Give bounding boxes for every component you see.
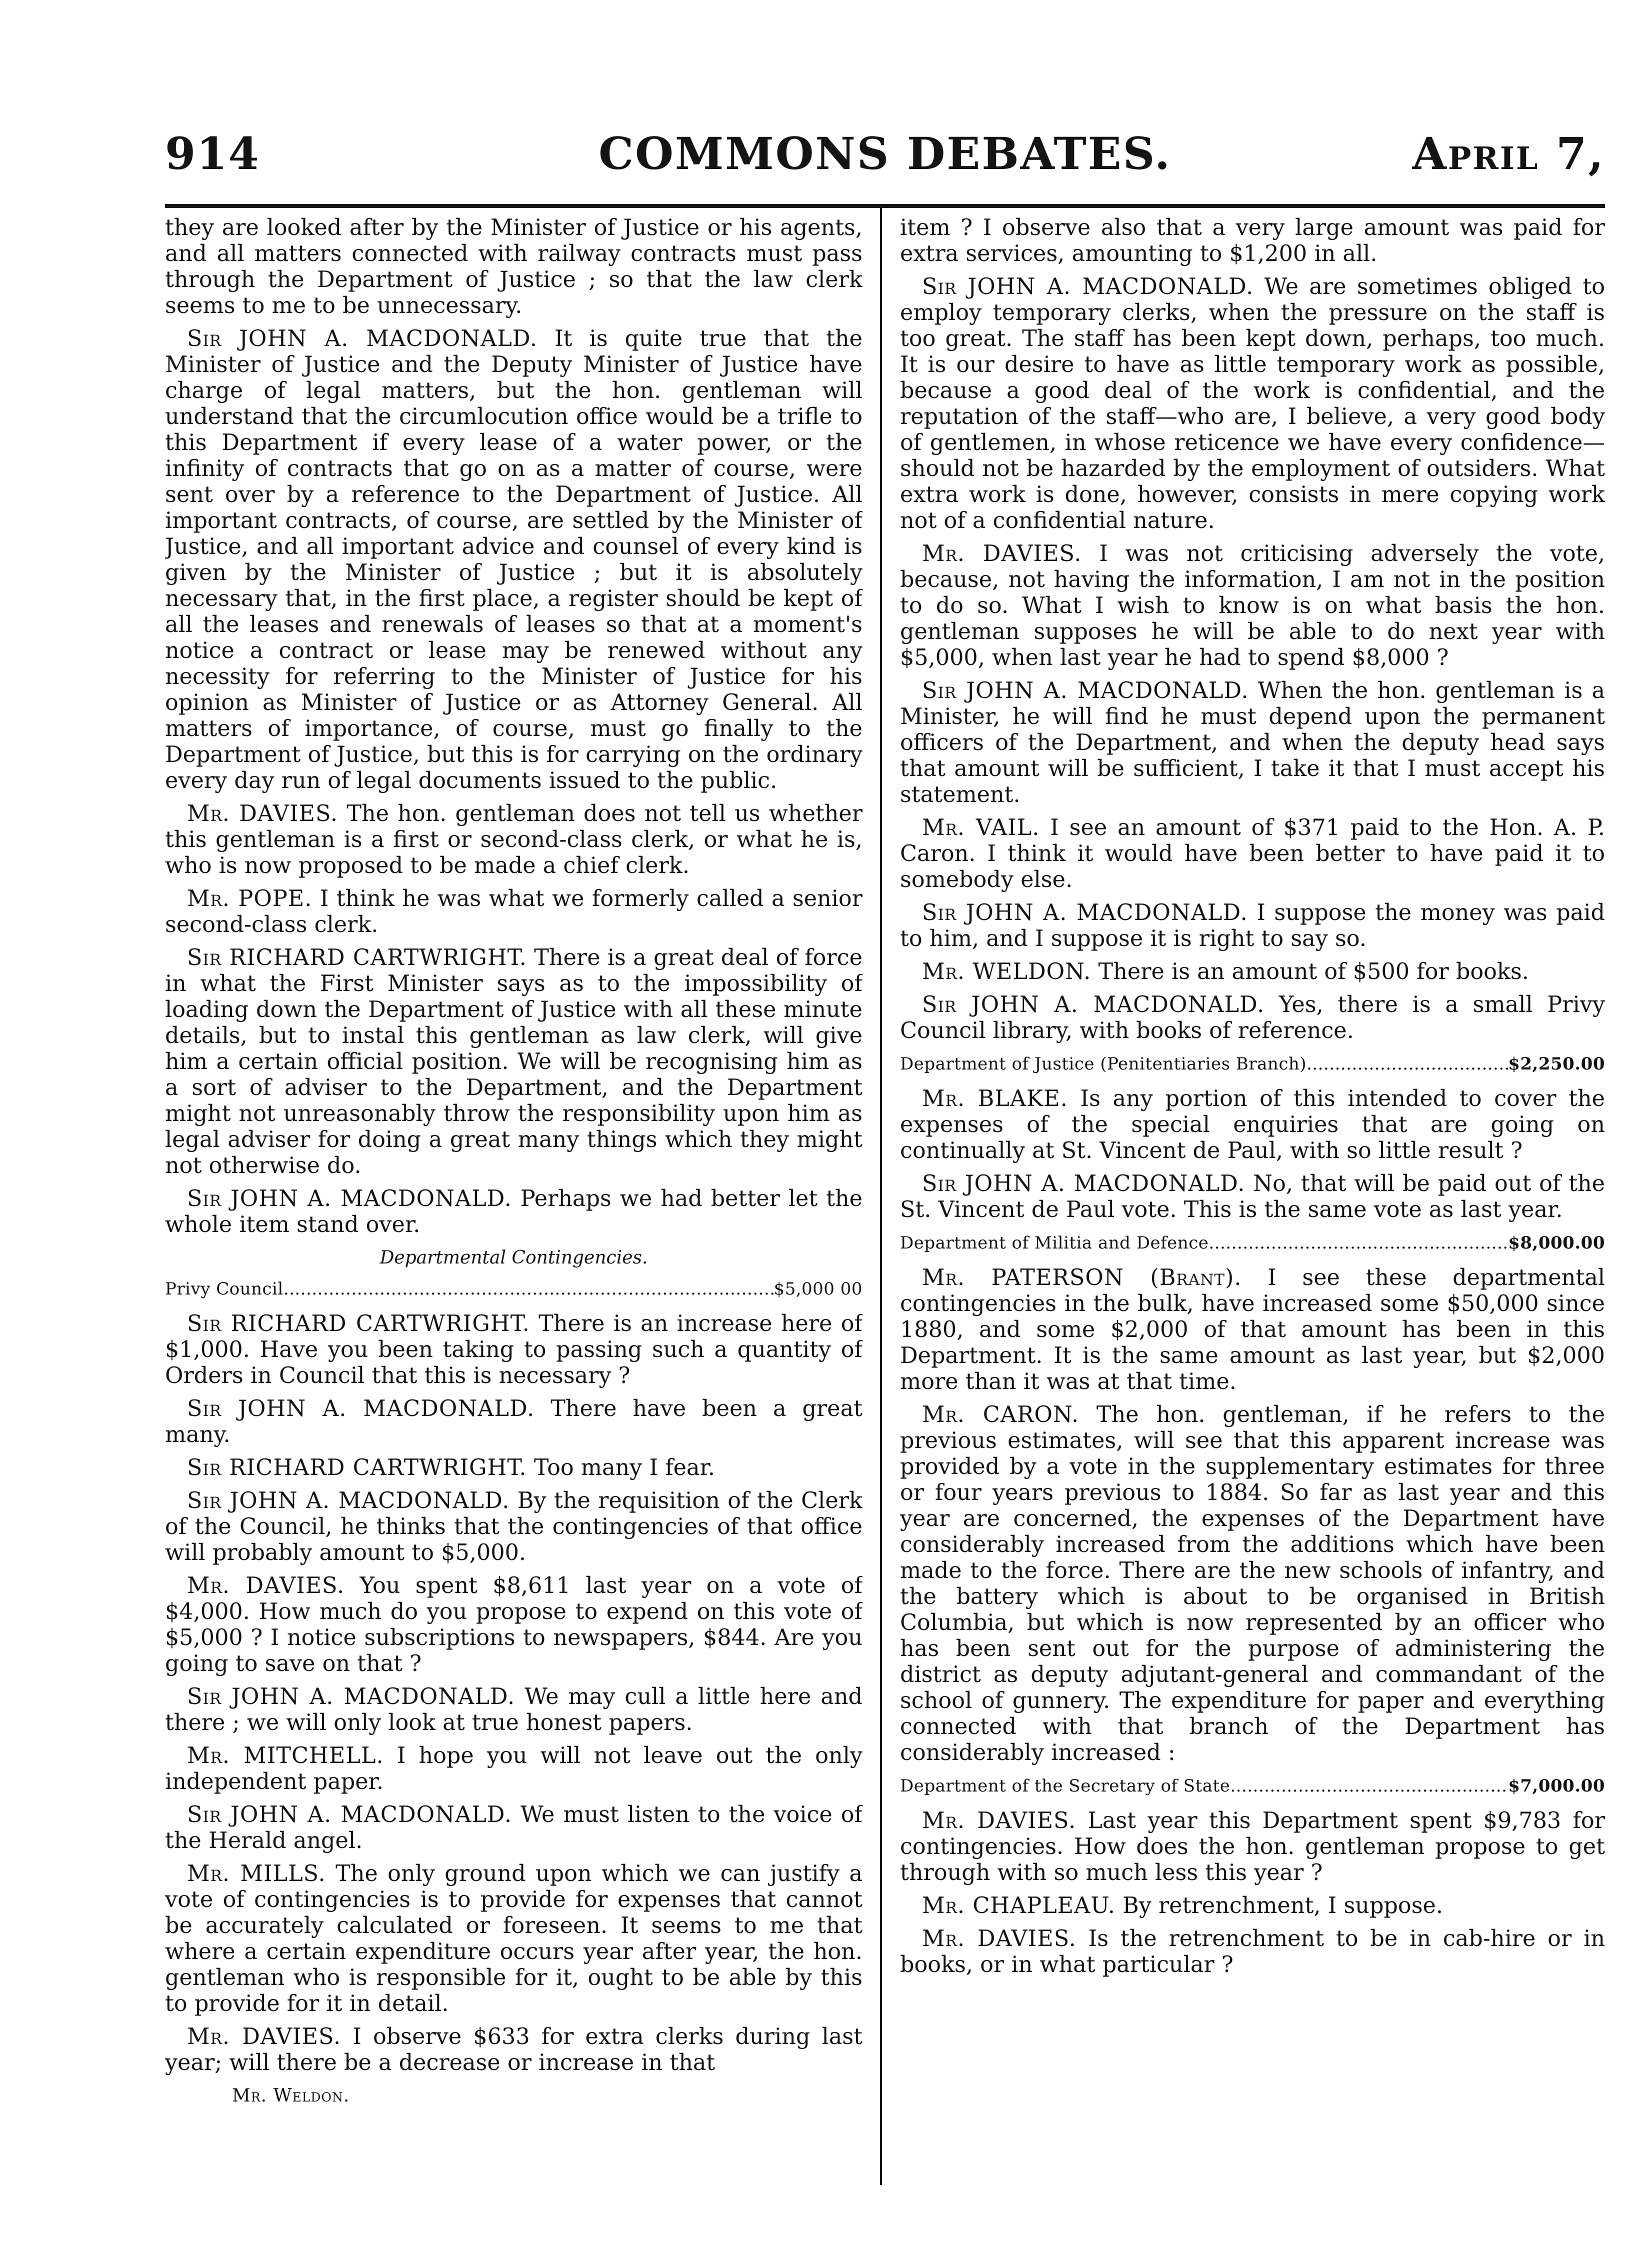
speech-text: There is an increase here of $1,000. Have you been taking to passing such a quantity of Orders in Council that this is necessary ? bbox=[165, 1311, 862, 1388]
header-date: April 7, bbox=[1412, 128, 1605, 180]
speaker-name: Mr. VAIL. bbox=[922, 815, 1040, 840]
speaker-name: Mr. POPE. bbox=[187, 886, 312, 912]
vote-name: Department of Justice (Penitentiaries Branch) bbox=[900, 1054, 1307, 1074]
speaker-footer-note: Mr. Weldon. bbox=[232, 2086, 350, 2106]
speech-paragraph bbox=[165, 1861, 862, 2017]
speech-paragraph bbox=[165, 2024, 862, 2076]
speech-text: I observe $633 for extra clerks during last year; will there be a decrease or increase in that bbox=[165, 2024, 862, 2076]
section-subheading: Departmental Contingencies. bbox=[380, 1248, 648, 1268]
speaker-name: Sir JOHN A. MACDONALD. bbox=[187, 1488, 510, 1514]
speaker-name: Sir JOHN A. MACDONALD. bbox=[187, 1186, 512, 1212]
vote-line bbox=[900, 1773, 1605, 1799]
speech-paragraph bbox=[900, 1402, 1605, 1766]
speech-paragraph bbox=[165, 1573, 862, 1677]
speech-paragraph bbox=[165, 326, 862, 794]
speech-text: they are looked after by the Minister of Justice or his agents, and all matters connected with railway contracts must pass through the Department of Justice ; so that the law clerk seems to me to be unnecessary. bbox=[165, 215, 862, 318]
speech-paragraph bbox=[165, 1743, 862, 1795]
speech-text: There have been a great many. bbox=[165, 1396, 862, 1448]
speaker-name: Sir JOHN A. MACDONALD. bbox=[922, 1171, 1246, 1196]
speech-text: Is the retrenchment to be in cab-hire or in books, or in what particular ? bbox=[900, 1926, 1605, 1978]
vote-amount: $2,250.00 bbox=[1508, 1054, 1605, 1074]
page-header bbox=[165, 128, 1605, 192]
speaker-name: Sir JOHN A. MACDONALD. bbox=[187, 1802, 512, 1828]
speaker-name: Sir JOHN A. MACDONALD. bbox=[922, 992, 1265, 1018]
speaker-name: Mr. DAVIES. bbox=[922, 1926, 1076, 1952]
speech-text: You spent $8,611 last year on a vote of $4,000. How much do you propose to expend on this vote of $5,000 ? I notice subscriptions to newspapers, $844. Are you going to save on that ? bbox=[165, 1573, 862, 1676]
speaker-name: Sir JOHN A. MACDONALD. bbox=[922, 274, 1254, 300]
vote-name: Department of the Secretary of State bbox=[900, 1776, 1230, 1796]
speech-paragraph bbox=[900, 1893, 1605, 1919]
speech-paragraph bbox=[165, 945, 862, 1179]
speech-paragraph bbox=[900, 1265, 1605, 1395]
speech-text: We must listen to the voice of the Herald angel. bbox=[165, 1802, 862, 1854]
speech-text: The hon. gentleman does not tell us whether this gentleman is a first or second-class clerk, or what he is, who is now proposed to be made a chief clerk. bbox=[165, 801, 862, 878]
speech-text: I think he was what we formerly called a senior second-class clerk. bbox=[165, 886, 862, 938]
vote-line bbox=[900, 1051, 1605, 1077]
speaker-name: Sir JOHN A. MACDONALD. bbox=[187, 1396, 535, 1422]
speaker-name: Mr. DAVIES. bbox=[922, 1808, 1076, 1834]
speech-paragraph bbox=[900, 992, 1605, 1044]
speaker-name: Mr. DAVIES. bbox=[187, 2024, 342, 2050]
speaker-name: Mr. PATERSON (Brant). bbox=[922, 1265, 1242, 1290]
speech-text: No, that will be paid out of the St. Vincent de Paul vote. This is the same vote as last year. bbox=[900, 1171, 1605, 1222]
speech-paragraph bbox=[900, 1808, 1605, 1886]
speech-text: Perhaps we had better let the whole item stand over. bbox=[165, 1186, 862, 1238]
speech-text: Too many I fear. bbox=[534, 1455, 716, 1480]
speech-text: We may cull a little here and there ; we will only look at true honest papers. bbox=[165, 1684, 862, 1736]
speech-paragraph bbox=[165, 1186, 862, 1238]
speaker-name: Mr. DAVIES. bbox=[187, 801, 338, 826]
speaker-name: Sir RICHARD CARTWRIGHT. bbox=[187, 1455, 527, 1480]
leader-dots bbox=[284, 1276, 774, 1302]
speech-paragraph bbox=[900, 1926, 1605, 1978]
speech-paragraph bbox=[165, 215, 862, 319]
speech-paragraph bbox=[900, 1086, 1605, 1164]
speaker-name: Mr. CARON. bbox=[922, 1402, 1080, 1428]
speech-paragraph bbox=[165, 886, 862, 938]
speech-paragraph bbox=[900, 959, 1605, 985]
speech-text: I suppose the money was paid to him, and I suppose it is right to say so. bbox=[900, 900, 1605, 952]
page-number: 914 bbox=[165, 128, 260, 180]
speech-paragraph bbox=[165, 1684, 862, 1736]
speech-text: The hon. gentleman, if he refers to the previous estimates, will see that this apparent increase was provided by a vote in the supplementary estimates for three or four years previous to 1884. So far as last year and this year are concerned, the expenses of the Department have considerably increased from the additions which have been made to the force. There are the new schools of infantry, and the battery which is about to be organised in British Columbia, but which is now represented by an officer who has been sent out for the purpose of administering the district as deputy adjutant-general and commandant of the school of gunnery. The expenditure for paper and everything connected with that branch of the Department has considerably increased : bbox=[900, 1402, 1605, 1766]
speaker-name: Sir RICHARD CARTWRIGHT. bbox=[187, 1311, 530, 1336]
speaker-name: Sir RICHARD CARTWRIGHT. bbox=[187, 945, 527, 970]
speech-text: There is an amount of $500 for books. bbox=[1098, 959, 1529, 984]
vote-line bbox=[900, 1230, 1605, 1256]
speech-text: Is any portion of this intended to cover the expenses of the special enquiries that are going on continually at St. Vincent de Paul, with so little result ? bbox=[900, 1086, 1605, 1164]
speech-text: It is quite true that the Minister of Justice and the Deputy Minister of Justice have charge of legal matters, but the hon. gentleman will understand that the circumlocution office would be a trifle to this Department if every lease of a water power, or the infinity of contracts that go on as a matter of course, were sent over by a reference to the Department of Justice. All important contracts, of course, are settled by the Minister of Justice, and all important advice and counsel of every kind is given by the Minister of Justice ; but it is absolutely necessary that, in the first place, a register should be kept of all the leases and renewals of leases so that at a moment's notice a contract or lease may be renewed without any necessity for referring to the Minister of Justice for his opinion as Minister of Justice or as Attorney General. All matters of importance, of course, must go finally to the Department of Justice, but this is for carrying on the ordinary every day run of legal documents issued to the public. bbox=[165, 326, 862, 794]
speaker-name: Mr. BLAKE. bbox=[922, 1086, 1068, 1112]
speech-text: I see these departmental contingencies in the bulk, have increased some $50,000 since 1880, and some $2,000 of that amount has been in this Department. It is the same amount as last year, but $2,000 more than it was at that time. bbox=[900, 1265, 1605, 1394]
speaker-name: Sir JOHN A. MACDONALD. bbox=[922, 678, 1249, 704]
speech-paragraph bbox=[900, 215, 1605, 267]
speaker-name: Mr. CHAPLEAU. bbox=[922, 1893, 1116, 1918]
speech-text: The only ground upon which we can justify a vote of contingencies is to provide for expenses that cannot be accurately calculated or foreseen. It seems to me that where a certain expenditure occurs year after year, the hon. gentleman who is responsible for it, ought to be able by this to provide for it in detail. bbox=[165, 1861, 862, 2016]
speech-text: I hope you will not leave out the only independent paper. bbox=[165, 1743, 862, 1794]
speech-text: item ? I observe also that a very large amount was paid for extra services, amounting to $1,200 in all. bbox=[900, 215, 1605, 266]
vote-amount: $8,000.00 bbox=[1508, 1233, 1605, 1253]
speech-paragraph bbox=[165, 1396, 862, 1448]
speaker-name: Mr. DAVIES. bbox=[187, 1573, 345, 1598]
speaker-name: Mr. DAVIES. bbox=[922, 541, 1082, 566]
speech-paragraph bbox=[900, 541, 1605, 671]
header-rule bbox=[165, 204, 1605, 208]
speech-paragraph bbox=[165, 1311, 862, 1389]
column-divider bbox=[880, 208, 882, 2185]
speaker-name: Mr. MITCHELL. bbox=[187, 1743, 384, 1768]
leader-dots bbox=[1208, 1230, 1508, 1256]
speech-text: Last year this Department spent $9,783 for contingencies. How does the hon. gentleman propose to get through with so much less this year ? bbox=[900, 1808, 1605, 1886]
speech-paragraph bbox=[165, 1802, 862, 1854]
speech-text: I see an amount of $371 paid to the Hon. A. P. Caron. I think it would have been better to have paid it to somebody else. bbox=[900, 815, 1605, 892]
vote-name: Privy Council bbox=[165, 1279, 284, 1299]
speech-paragraph bbox=[900, 274, 1605, 534]
speech-text: Yes, there is a small Privy Council library, with books of reference. bbox=[900, 992, 1605, 1044]
leader-dots bbox=[1230, 1773, 1508, 1799]
speaker-name: Mr. MILLS. bbox=[187, 1861, 326, 1886]
speech-paragraph bbox=[165, 1488, 862, 1566]
speech-text: I was not criticising adversely the vote, because, not having the information, I am not in the position to do so. What I wish to know is on what basis the hon. gentleman supposes he will be able to do next year with $5,000, when last year he had to spend $8,000 ? bbox=[900, 541, 1605, 670]
vote-amount: $5,000 00 bbox=[774, 1279, 862, 1299]
leader-dots bbox=[1306, 1051, 1508, 1077]
left-column bbox=[165, 215, 862, 2185]
speaker-name: Sir JOHN A. MACDONALD. bbox=[922, 900, 1248, 926]
speech-paragraph bbox=[165, 801, 862, 879]
speaker-name: Mr. WELDON. bbox=[922, 959, 1092, 984]
speech-text: By the requisition of the Clerk of the Council, he thinks that the contingencies of that office will probably amount to $5,000. bbox=[165, 1488, 862, 1566]
speech-paragraph bbox=[900, 678, 1605, 808]
speech-paragraph bbox=[900, 815, 1605, 893]
running-title: COMMONS DEBATES. bbox=[598, 128, 1172, 180]
vote-name: Department of Militia and Defence bbox=[900, 1233, 1209, 1253]
speech-text: By retrenchment, I suppose. bbox=[1122, 1893, 1444, 1918]
speaker-name: Sir JOHN A. MACDONALD. bbox=[187, 1684, 516, 1710]
speaker-name: Sir JOHN A. MACDONALD. bbox=[187, 326, 538, 352]
speech-paragraph bbox=[900, 1171, 1605, 1223]
vote-line bbox=[165, 1276, 862, 1302]
vote-amount: $7,000.00 bbox=[1508, 1776, 1605, 1796]
speech-text: There is a great deal of force in what the First Minister says as to the impossibility of loading down the Department of Justice with all these minute details, but to instal this gentleman as law clerk, will give him a certain official position. We will be recognising him as a sort of adviser to the Department, and the Department might not unreasonably throw the responsibility upon him as legal adviser for doing a great many things which they might not otherwise do. bbox=[165, 945, 862, 1178]
speech-text: When the hon. gentleman is a Minister, he will find he must depend upon the permanent officers of the Department, and when the deputy head says that amount will be sufficient, I take it that I must accept his statement. bbox=[900, 678, 1605, 808]
speech-paragraph bbox=[165, 1455, 862, 1481]
speech-paragraph bbox=[900, 900, 1605, 952]
right-column bbox=[900, 215, 1605, 2185]
speech-text: We are sometimes obliged to employ temporary clerks, when the pressure on the staff is too great. The staff has been kept down, perhaps, too much. It is our desire to have as little temporary work as possible, because a good deal of the work is confidential, and the reputation of the staff—who are, I believe, a very good body of gentlemen, in whose reticence we have every confidence—should not be hazarded by the employment of outsiders. What extra work is done, however, consists in mere copying work not of a confidential nature. bbox=[900, 274, 1605, 534]
